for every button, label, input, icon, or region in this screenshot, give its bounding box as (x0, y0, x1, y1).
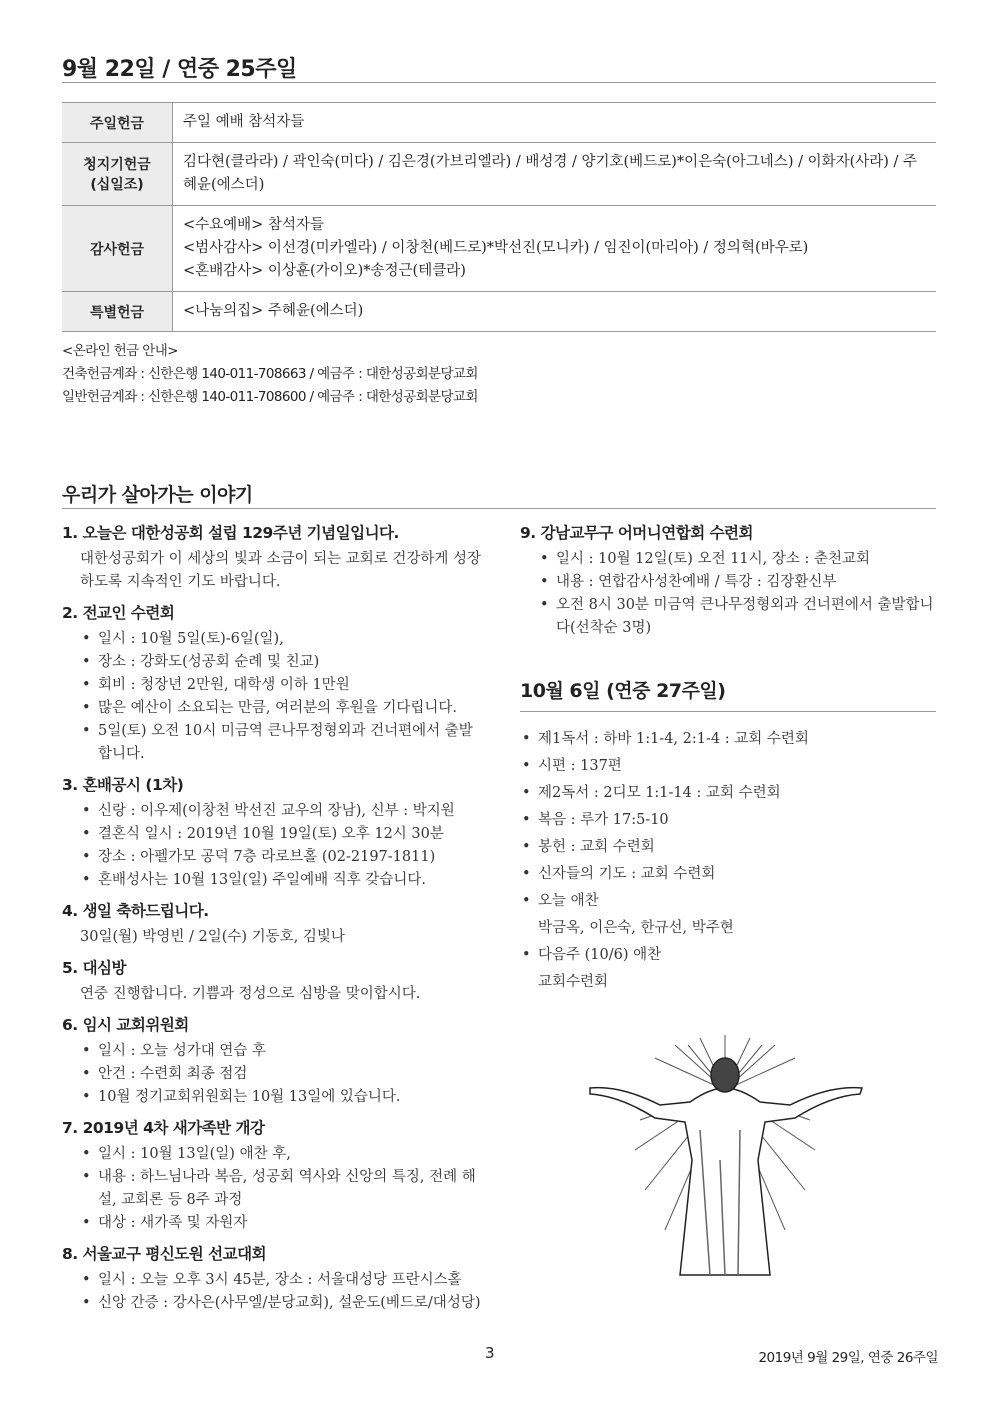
bullet-list (520, 548, 936, 640)
bullet-list (62, 800, 482, 892)
list-item: • 대상 : 새가족 및 자원자 (82, 1212, 482, 1235)
list-item: • 안건 : 수련회 최종 점검 (82, 1063, 482, 1086)
bullet-list (62, 628, 482, 766)
list-item: • 제2독서 : 2디모 1:1-14 : 교회 수련회 (520, 780, 936, 807)
list-item: • 많은 예산이 소요되는 만큼, 여러분의 후원을 기다립니다. (82, 697, 482, 720)
item-heading: 8. 서울교구 평신도원 선교대회 (62, 1245, 267, 1263)
list-item: • 회비 : 청장년 2만원, 대학생 이하 1만원 (82, 674, 482, 697)
list-item: • 내용 : 하느님나라 복음, 성공회 역사와 신앙의 특징, 전례 해설, 교회론 등 8주 과정 (82, 1166, 482, 1212)
list-item: • 봉헌 : 교회 수련회 (520, 834, 936, 861)
account-line: 건축헌금계좌 : 신한은행 140-011-708663 / 예금주 : 대한성공회분당교회 (62, 366, 478, 382)
item-text: 연중 진행합니다. 기쁨과 정성으로 심방을 맞이합시다. (80, 986, 421, 1002)
section-title: 우리가 살아가는 이야기 (62, 484, 253, 506)
item-heading: 2. 전교인 수련회 (62, 604, 175, 622)
list-item: • 신랑 : 이우제(이창천 박선진 교우의 장남), 신부 : 박지원 (82, 800, 482, 823)
page-number: 3 (485, 1344, 495, 1362)
section-divider (62, 508, 936, 509)
list-item: • 장소 : 아펠가모 공덕 7층 라로브홀 (02-2197-1811) (82, 846, 482, 869)
list-item: • 혼배성사는 10월 13일(일) 주일예배 직후 갖습니다. (82, 869, 482, 892)
offering-label: 청지기헌금 (십일조) (62, 143, 173, 206)
list-item: • 시편 : 137편 (520, 753, 936, 780)
item-text: 30일(월) 박영빈 / 2일(수) 기동호, 김빛나 (80, 929, 345, 945)
table-row (62, 292, 936, 332)
bullet-list (62, 1040, 482, 1109)
item-heading: 6. 임시 교회위원회 (62, 1016, 189, 1034)
list-item: 교회수련회 (538, 974, 609, 990)
list-item: • 오늘 애찬 (520, 888, 936, 915)
jesus-illustration (580, 1030, 870, 1300)
list-item: • 신자들의 기도 : 교회 수련회 (520, 861, 936, 888)
offering-value: <수요예배> 참석자들 <범사감사> 이선경(미카엘라) / 이창천(베드로)*박선진(모니카) / 임진이(마리아) / 정의혁(바우로) <혼배감사> 이상훈(가이오)*송정근(테클라) (173, 206, 937, 292)
offering-label: 특별헌금 (62, 292, 173, 332)
bullet-list (62, 1143, 482, 1235)
next-sunday-list (520, 726, 936, 996)
item-heading: 1. 오늘은 대한성공회 설립 129주년 기념일입니다. (62, 524, 399, 542)
list-item: • 신앙 간증 : 강사은(사무엘/분당교회), 설운도(베드로/대성당) (82, 1292, 482, 1315)
item-heading: 4. 생일 축하드립니다. (62, 902, 209, 920)
offering-value: <나눔의집> 주혜윤(에스더) (173, 292, 937, 332)
footer-date: 2019년 9월 29일, 연중 26주일 (758, 1350, 938, 1366)
offering-value: 김다현(클라라) / 곽인숙(미다) / 김은경(가브리엘라) / 배성경 / 양기호(베드로)*이은숙(아그네스) / 이화자(사라) / 주혜윤(에스더) (173, 143, 937, 206)
item-heading: 7. 2019년 4차 새가족반 개강 (62, 1119, 265, 1137)
figure (590, 1058, 862, 1275)
item-heading: 9. 강남교무구 어머니연합회 수련회 (520, 524, 753, 542)
next-sunday-title: 10월 6일 (연중 27주일) (520, 680, 726, 702)
table-row (62, 143, 936, 206)
offering-label: 감사헌금 (62, 206, 173, 292)
item-heading: 3. 혼배공시 (1차) (62, 776, 184, 794)
list-item: • 내용 : 연합감사성찬예배 / 특강 : 김장환신부 (540, 571, 936, 594)
left-column (62, 522, 482, 1323)
online-offering-info (62, 340, 478, 409)
list-item: • 일시 : 10월 5일(토)-6일(일), (82, 628, 482, 651)
list-item: • 일시 : 오늘 오후 3시 45분, 장소 : 서울대성당 프란시스홀 (82, 1269, 482, 1292)
next-sunday-divider (520, 711, 936, 712)
offering-table (62, 102, 936, 332)
table-row (62, 206, 936, 292)
table-row (62, 103, 936, 143)
list-item: 박금옥, 이은숙, 한규선, 박주현 (538, 920, 734, 936)
list-item: • 오전 8시 30분 미금역 큰나무정형외과 건너편에서 출발합니다(선착순 3명) (540, 594, 936, 640)
item-text: 대한성공회가 이 세상의 빛과 소금이 되는 교회로 건강하게 성장하도록 지속적인 기도 바랍니다. (80, 551, 482, 590)
list-item: • 5일(토) 오전 10시 미금역 큰나무정형외과 건너편에서 출발합니다. (82, 720, 482, 766)
list-item: • 제1독서 : 하바 1:1-4, 2:1-4 : 교회 수련회 (520, 726, 936, 753)
list-item: • 일시 : 오늘 성가대 연습 후 (82, 1040, 482, 1063)
list-item: • 다음주 (10/6) 애찬 (520, 942, 936, 969)
list-item: • 일시 : 10월 13일(일) 애찬 후, (82, 1143, 482, 1166)
list-item: • 일시 : 10월 12일(토) 오전 11시, 장소 : 춘천교회 (540, 548, 936, 571)
page-title: 9월 22일 / 연중 25주일 (62, 57, 297, 82)
bullet-list (62, 1269, 482, 1315)
account-line: 일반헌금계좌 : 신한은행 140-011-708600 / 예금주 : 대한성공회분당교회 (62, 389, 478, 405)
online-title: <온라인 헌금 안내> (62, 343, 178, 359)
list-item: • 복음 : 루가 17:5-10 (520, 807, 936, 834)
list-item: • 10월 정기교회위원회는 10월 13일에 있습니다. (82, 1086, 482, 1109)
offering-label: 주일헌금 (62, 103, 173, 143)
list-item: • 결혼식 일시 : 2019년 10월 19일(토) 오후 12시 30분 (82, 823, 482, 846)
list-item: • 장소 : 강화도(성공회 순례 및 친교) (82, 651, 482, 674)
item-heading: 5. 대심방 (62, 959, 126, 977)
offering-value: 주일 예배 참석자들 (173, 103, 937, 143)
title-divider (62, 82, 936, 83)
right-column (520, 522, 936, 996)
